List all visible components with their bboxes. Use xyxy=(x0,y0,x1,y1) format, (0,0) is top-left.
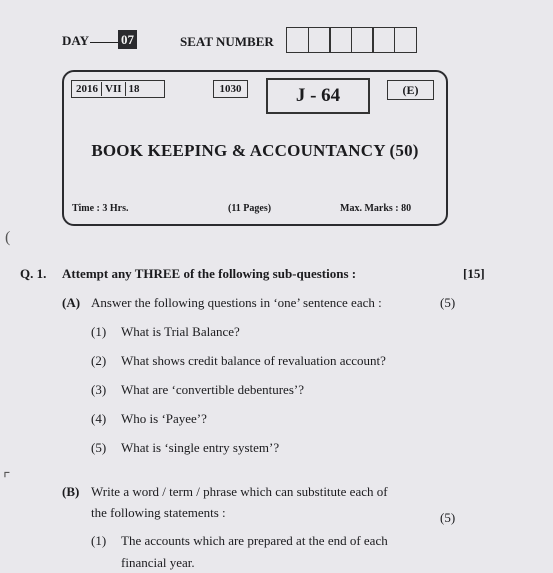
subquestion-b-label: (B) xyxy=(62,484,80,499)
seat-number-boxes xyxy=(286,27,417,53)
divider xyxy=(125,82,126,96)
list-item-number: (3) xyxy=(91,382,107,397)
day-divider xyxy=(90,42,120,43)
list-item-text: The accounts which are prepared at the end of each xyxy=(121,533,388,548)
exam-year: 2016 xyxy=(76,83,98,95)
list-item-number: (5) xyxy=(91,440,107,455)
question-number: Q. 1. xyxy=(20,266,47,281)
list-item-text: financial year. xyxy=(121,555,195,570)
question-marks: [15] xyxy=(463,266,485,281)
subject-title: BOOK KEEPING & ACCOUNTANCY (50) xyxy=(91,141,419,160)
list-item-number: (1) xyxy=(91,533,107,548)
exam-month: VII xyxy=(105,83,122,95)
question-text: Attempt any THREE of the following sub-questions : xyxy=(62,266,357,281)
seat-digit-box xyxy=(394,27,417,53)
seat-digit-box xyxy=(372,27,395,53)
seat-digit-box xyxy=(329,27,352,53)
subquestion-a-marks: (5) xyxy=(440,295,456,310)
list-item-text: What shows credit balance of revaluation account? xyxy=(121,353,386,368)
seat-digit-box xyxy=(351,27,374,53)
max-marks: Max. Marks : 80 xyxy=(340,203,412,214)
page-count: (11 Pages) xyxy=(228,203,272,214)
day-number: 07 xyxy=(118,30,137,49)
list-item-number: (1) xyxy=(91,324,107,339)
exam-date-box xyxy=(71,80,165,98)
margin-mark: ( xyxy=(5,229,11,246)
exam-time: Time : 3 Hrs. xyxy=(72,203,129,214)
margin-mark: ⌜ xyxy=(3,471,11,488)
subquestion-a-label: (A) xyxy=(62,295,81,310)
subquestion-b-text: Write a word / term / phrase which can substitute each of xyxy=(91,484,388,499)
exam-date: 18 xyxy=(128,83,140,95)
list-item-text: Who is ‘Payee’? xyxy=(121,411,207,426)
list-item-number: (4) xyxy=(91,411,107,426)
divider xyxy=(101,82,102,96)
subquestion-b-marks: (5) xyxy=(440,510,456,525)
medium-box: (E) xyxy=(387,80,434,100)
seat-digit-box xyxy=(286,27,309,53)
list-item-text: What is ‘single entry system’? xyxy=(121,440,280,455)
seat-number-label: SEAT NUMBER xyxy=(180,34,274,49)
paper-code-box: J - 64 xyxy=(266,78,370,114)
day-label: DAY xyxy=(62,33,89,48)
subquestion-b-text: the following statements : xyxy=(91,505,226,520)
list-item-text: What is Trial Balance? xyxy=(121,324,240,339)
list-item-text: What are ‘convertible debentures’? xyxy=(121,382,304,397)
subquestion-a-text: Answer the following questions in ‘one’ sentence each : xyxy=(91,295,382,310)
list-item-number: (2) xyxy=(91,353,107,368)
subject-code-box: 1030 xyxy=(213,80,248,98)
seat-digit-box xyxy=(308,27,331,53)
